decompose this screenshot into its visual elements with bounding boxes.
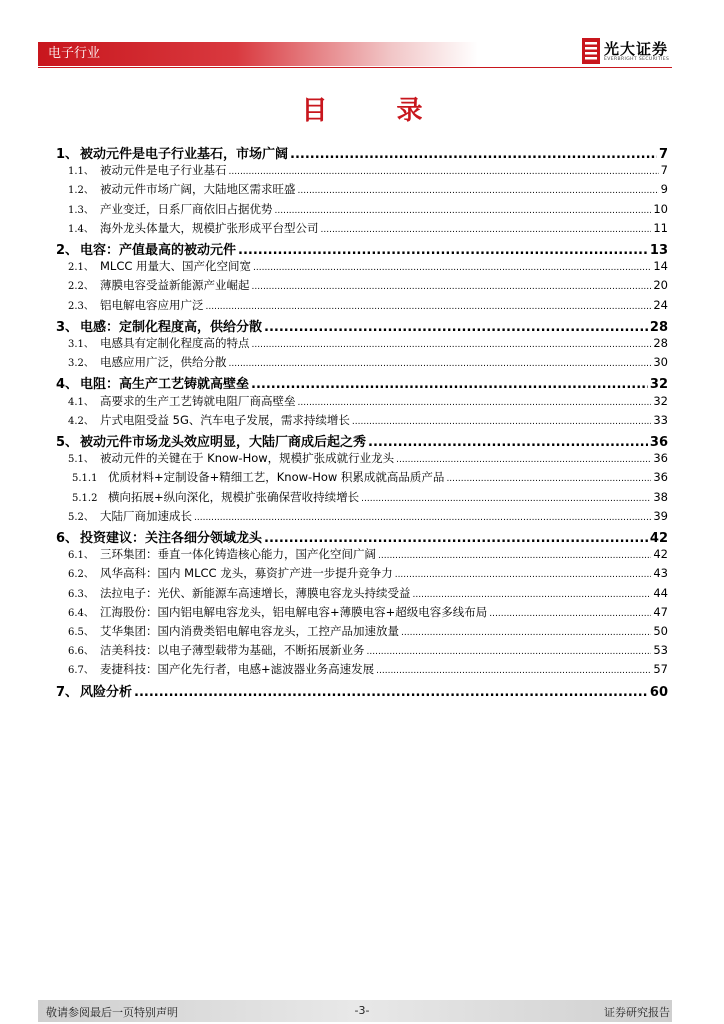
toc-entry[interactable] (68, 585, 668, 601)
toc-entry[interactable] (68, 220, 668, 236)
toc-entry-page: 36 (653, 451, 668, 466)
toc-entry-number: 1、 (56, 147, 79, 162)
toc-entry-number: 4、 (56, 377, 79, 393)
toc-entry-number: 5.1.1 (72, 473, 98, 485)
toc-entry-page: 32 (649, 377, 668, 393)
toc-entry[interactable] (68, 661, 668, 677)
toc-entry-page: 7 (658, 147, 668, 162)
toc-leader-dots (251, 377, 648, 392)
toc-entry-number: 6.1、 (68, 550, 94, 562)
toc-entry-page: 11 (653, 220, 668, 235)
toc-entry-page: 57 (653, 662, 668, 677)
toc-entry[interactable] (68, 623, 668, 639)
toc-leader-dots (446, 474, 651, 484)
toc-leader-dots (275, 206, 652, 216)
toc-entry-number: 3.1、 (68, 339, 94, 350)
toc-entry-number: 5.2、 (68, 511, 94, 523)
toc-entry-page: 53 (653, 643, 668, 658)
toc-entry-title: 大陆厂商加速成长 (100, 508, 192, 523)
toc-leader-dots (367, 647, 652, 657)
toc-entry[interactable] (56, 681, 668, 700)
toc-entry-number: 6.7、 (68, 665, 94, 677)
toc-entry-number: 2、 (56, 243, 79, 258)
toc-entry-title: MLCC 用量大、国产化空间宽 (100, 259, 252, 274)
toc-entry-title: 电感：定制化程度高，供给分散 (80, 319, 263, 335)
toc-entry[interactable] (68, 162, 668, 178)
toc-entry-title: 艾华集团：国内消费类铝电解电容龙头，工控产品加速放量 (100, 624, 399, 638)
toc-entry-page: 28 (653, 336, 668, 350)
toc-entry-number: 6.3、 (68, 588, 94, 600)
toc-entry[interactable] (56, 143, 668, 162)
toc-entry-number: 2.2、 (68, 281, 94, 293)
toc-entry-title: 电感应用广泛，供给分散 (100, 355, 227, 370)
toc-entry-title: 优质材料+定制设备+精细工艺，Know-How 积累成就高品质产品 (108, 470, 445, 485)
toc-entry[interactable] (68, 450, 668, 466)
toc-entry-page: 42 (649, 531, 668, 546)
toc-leader-dots (252, 282, 652, 292)
toc-entry-title: 江海股份：国内铝电解电容龙头，铝电解电容+薄膜电容+超级电容多线布局 (100, 604, 488, 619)
footer-report-type: 证券研究报告 (604, 1006, 670, 1019)
toc-entry-number: 5.1、 (68, 454, 94, 466)
toc-entry-page: 30 (653, 355, 668, 370)
toc-entry[interactable] (56, 527, 668, 546)
toc-entry-title: 洁美科技：以电子薄型载带为基础，不断拓展新业务 (100, 643, 365, 658)
toc-entry-page: 50 (653, 624, 668, 638)
toc-entry-title: 被动元件是电子行业基石 (100, 163, 227, 178)
toc-entry-number: 5.1.2 (72, 492, 98, 504)
toc-entry-title: 电感具有定制化程度高的特点 (100, 336, 250, 350)
toc-entry-title: 被动元件的关键在于 Know-How，规模扩张成就行业龙头 (100, 451, 395, 466)
toc-entry[interactable] (56, 239, 668, 258)
toc-leader-dots (229, 359, 652, 369)
toc-entry-number: 1.4、 (68, 223, 94, 235)
toc-entry[interactable] (68, 201, 668, 217)
toc-leader-dots (352, 417, 651, 427)
toc-entry[interactable] (68, 277, 668, 293)
toc-entry-title: 风华高科：国内 MLCC 龙头，募资扩产进一步提升竞争力 (100, 566, 393, 581)
toc-leader-dots (401, 628, 651, 638)
toc-leader-dots (134, 685, 648, 700)
toc-leader-dots (396, 455, 651, 465)
toc-entry-title: 风险分析 (80, 684, 133, 700)
toc-entry[interactable] (56, 373, 668, 392)
toc-entry-page: 42 (653, 547, 668, 562)
toc-entry-number: 2.1、 (68, 262, 94, 274)
toc-entry-number: 5、 (56, 435, 79, 450)
toc-entry-title: 三环集团：垂直一体化铸造核心能力，国产化空间广阔 (100, 547, 376, 562)
toc-leader-dots (368, 435, 648, 450)
toc-entry-title: 横向拓展+纵向深化，规模扩张确保营收持续增长 (108, 489, 360, 504)
toc-leader-dots (206, 302, 652, 312)
toc-entry-title: 电阻：高生产工艺铸就高壁垒 (80, 377, 250, 393)
toc-entry-page: 36 (649, 435, 668, 450)
toc-leader-dots (395, 570, 652, 580)
brand-name: 光大证券 (604, 40, 669, 58)
toc-entry-title: 被动元件市场广阔，大陆地区需求旺盛 (100, 182, 296, 197)
toc-leader-dots (238, 243, 648, 258)
toc-entry-page: 14 (653, 259, 668, 274)
toc-entry-page: 33 (653, 412, 668, 427)
toc-entry[interactable] (68, 297, 668, 313)
toc-entry-number: 1.1、 (68, 166, 94, 178)
toc-entry-page: 39 (653, 508, 668, 523)
toc-entry[interactable] (68, 604, 668, 620)
toc-entry[interactable] (68, 508, 668, 524)
page-number: -3- (354, 1004, 370, 1017)
toc-entry[interactable] (68, 642, 668, 658)
toc-entry[interactable] (68, 354, 668, 370)
toc-entry-number: 1.2、 (68, 185, 94, 197)
toc-entry-page: 24 (653, 297, 668, 312)
toc-leader-dots (376, 666, 651, 676)
toc-entry-title: 被动元件是电子行业基石，市场广阔 (80, 147, 289, 162)
toc-entry-number: 2.3、 (68, 300, 94, 312)
toc-entry-number: 3、 (56, 319, 79, 335)
toc-entry-page: 43 (653, 566, 668, 581)
toc-entry[interactable] (72, 469, 668, 485)
toc-entry[interactable] (68, 335, 668, 351)
toc-entry-number: 1.3、 (68, 204, 94, 216)
toc-leader-dots (264, 531, 648, 546)
toc-entry[interactable] (56, 316, 668, 335)
toc-entry-number: 6.4、 (68, 607, 94, 619)
toc-entry[interactable] (68, 412, 668, 428)
toc-entry-page: 60 (649, 684, 668, 700)
toc-entry-page: 36 (653, 470, 668, 485)
toc-entry-title: 法拉电子：光伏、新能源车高速增长，薄膜电容龙头持续受益 (100, 585, 411, 600)
toc-entry-page: 38 (653, 489, 668, 504)
toc-leader-dots (489, 609, 651, 619)
page-title: 目 录 (301, 96, 453, 126)
toc-leader-dots (378, 551, 651, 561)
toc-entry-title: 片式电阻受益 5G、汽车电子发展，需求持续增长 (100, 412, 350, 427)
toc-leader-dots (229, 167, 659, 177)
toc-leader-dots (361, 494, 651, 504)
toc-entry-page: 28 (649, 319, 668, 335)
toc-entry[interactable] (68, 181, 668, 197)
toc-entry-number: 6.6、 (68, 646, 94, 658)
toc-entry-title: 薄膜电容受益新能源产业崛起 (100, 278, 250, 293)
toc-leader-dots (321, 225, 652, 235)
toc-entry-title: 麦捷科技：国产化先行者，电感+滤波器业务高速发展 (100, 662, 375, 677)
toc-entry-number: 6.5、 (68, 627, 94, 638)
toc-entry-title: 电容：产值最高的被动元件 (80, 243, 237, 258)
toc-entry-number: 4.1、 (68, 396, 94, 408)
toc-leader-dots (252, 340, 652, 350)
toc-leader-dots (194, 513, 651, 523)
toc-entry[interactable] (68, 546, 668, 562)
toc-entry-number: 6、 (56, 531, 79, 546)
toc-entry-number: 3.2、 (68, 358, 94, 370)
toc-entry-page: 32 (653, 393, 668, 408)
toc-leader-dots (253, 263, 651, 273)
footer-disclaimer: 敬请参阅最后一页特别声明 (46, 1006, 178, 1019)
toc-entry[interactable] (68, 565, 668, 581)
toc-entry[interactable] (72, 489, 668, 505)
toc-entry-title: 产业变迁，日系厂商依旧占据优势 (100, 201, 273, 216)
toc-leader-dots (298, 186, 659, 196)
header-section-label: 电子行业 (48, 46, 101, 61)
toc-entry-page: 13 (649, 243, 668, 258)
toc-entry-page: 10 (653, 201, 668, 216)
toc-leader-dots (290, 147, 657, 162)
toc-entry-page: 9 (660, 182, 668, 197)
toc-entry[interactable] (68, 258, 668, 274)
toc-entry[interactable] (68, 393, 668, 409)
toc-entry-title: 高要求的生产工艺铸就电阻厂商高壁垒 (100, 393, 296, 408)
toc-entry-page: 20 (653, 278, 668, 293)
toc-entry-title: 被动元件市场龙头效应明显，大陆厂商成后起之秀 (80, 435, 367, 450)
brand-name-en: EVERBRIGHT SECURITIES (604, 57, 670, 62)
toc-entry-title: 铝电解电容应用广泛 (100, 297, 204, 312)
toc-entry-title: 投资建议：关注各细分领域龙头 (80, 531, 263, 546)
toc-entry-page: 44 (653, 585, 668, 600)
toc-leader-dots (298, 398, 652, 408)
toc-entry[interactable] (56, 431, 668, 450)
toc-entry-number: 7、 (56, 684, 79, 700)
toc-leader-dots (413, 590, 652, 600)
toc-entry-page: 7 (660, 163, 668, 178)
toc-leader-dots (264, 320, 648, 335)
toc-entry-title: 海外龙头体量大，规模扩张形成平台型公司 (100, 220, 319, 235)
toc-entry-number: 4.2、 (68, 415, 94, 427)
toc-entry-number: 6.2、 (68, 569, 94, 581)
toc-entry-page: 47 (653, 604, 668, 619)
